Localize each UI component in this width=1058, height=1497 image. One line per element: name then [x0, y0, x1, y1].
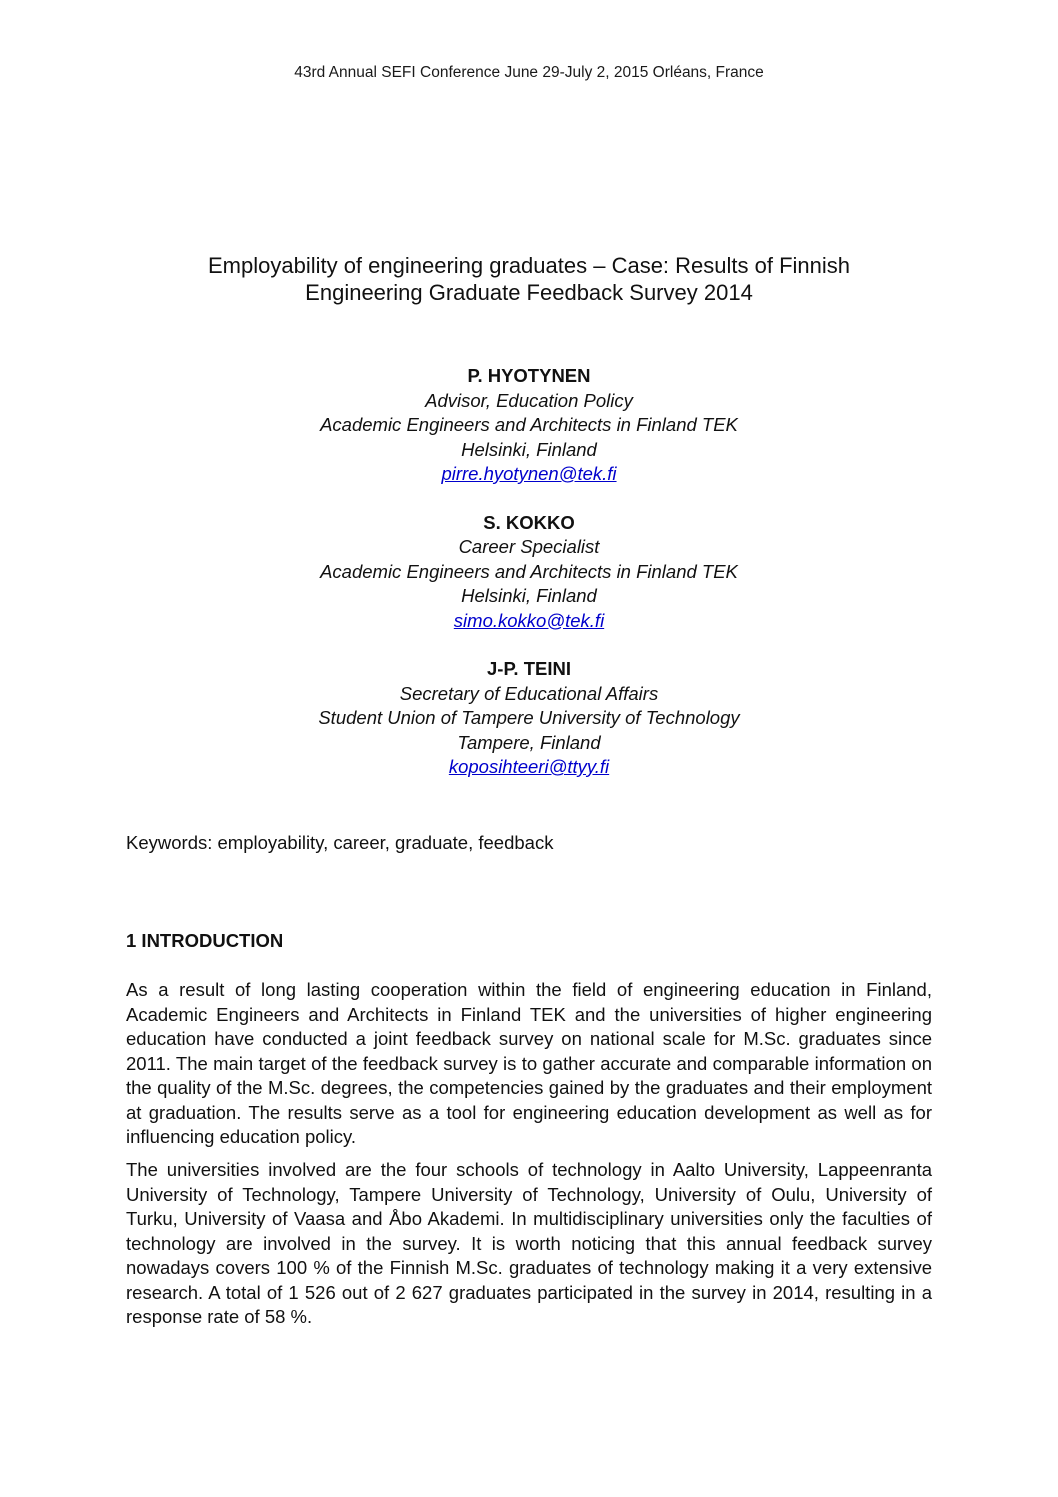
author-block: [200, 364, 858, 487]
author-name: J-P. TEINI: [487, 658, 571, 679]
author-location: Helsinki, Finland: [461, 438, 597, 460]
section-body: [126, 978, 932, 1338]
author-email-link[interactable]: pirre.hyotynen@tek.fi: [441, 463, 617, 484]
author-email-link[interactable]: koposihteeri@ttyy.fi: [448, 756, 610, 777]
author-email-link[interactable]: simo.kokko@tek.fi: [453, 609, 605, 631]
paper-title-line-1: Employability of engineering graduates – Case: Results of Finnish: [207, 253, 851, 278]
author-block: [200, 511, 858, 634]
author-name: P. HYOTYNEN: [467, 365, 591, 386]
author-location: Tampere, Finland: [457, 731, 601, 753]
author-location: Helsinki, Finland: [461, 585, 597, 606]
author-block: [200, 657, 858, 780]
running-header: 43rd Annual SEFI Conference June 29-July 2, 2015 Orléans, France: [294, 64, 764, 81]
author-name: S. KOKKO: [483, 511, 575, 533]
keywords: Keywords: employability, career, graduate, feedback: [126, 832, 554, 853]
author-role: Advisor, Education Policy: [425, 389, 633, 411]
author-affiliation: Academic Engineers and Architects in Finland TEK: [320, 414, 738, 435]
body-paragraph: As a result of long lasting cooperation within the field of engineering education in Finland, Academic Engineers and Architects in Finland TEK and the universities of higher engineering education have conducted a joint feedback survey on national scale for M.Sc. graduates since 2011. The main target of the feedback survey is to gather accurate and comparable information on the quality of the M.Sc. degrees, the competencies gained by the graduates and their employment at graduation. The results serve as a tool for engineering education development as well as for influencing education policy.: [126, 979, 932, 1147]
author-role: Secretary of Educational Affairs: [399, 682, 659, 704]
section-heading: 1 INTRODUCTION: [126, 930, 284, 951]
author-affiliation: Academic Engineers and Architects in Finland TEK: [320, 560, 738, 582]
author-affiliation: Student Union of Tampere University of Technology: [318, 707, 740, 728]
paper-title: [100, 252, 958, 306]
author-list: [200, 364, 858, 804]
paper-title-line-2: Engineering Graduate Feedback Survey 2014: [305, 280, 753, 305]
body-paragraph: The universities involved are the four schools of technology in Aalto University, Lappeenranta University of Technology, Tampere University of Technology, University of Oulu, University of Turku, University of Vaasa and Åbo Akademi. In multidisciplinary universities only the faculties of technology are involved in the survey. It is worth noticing that this annual feedback survey nowadays covers 100 % of the Finnish M.Sc. graduates of technology making it a very extensive research. A total of 1 526 out of 2 627 graduates participated in the survey in 2014, resulting in a response rate of 58 %.: [126, 1159, 932, 1327]
author-role: Career Specialist: [458, 536, 600, 557]
